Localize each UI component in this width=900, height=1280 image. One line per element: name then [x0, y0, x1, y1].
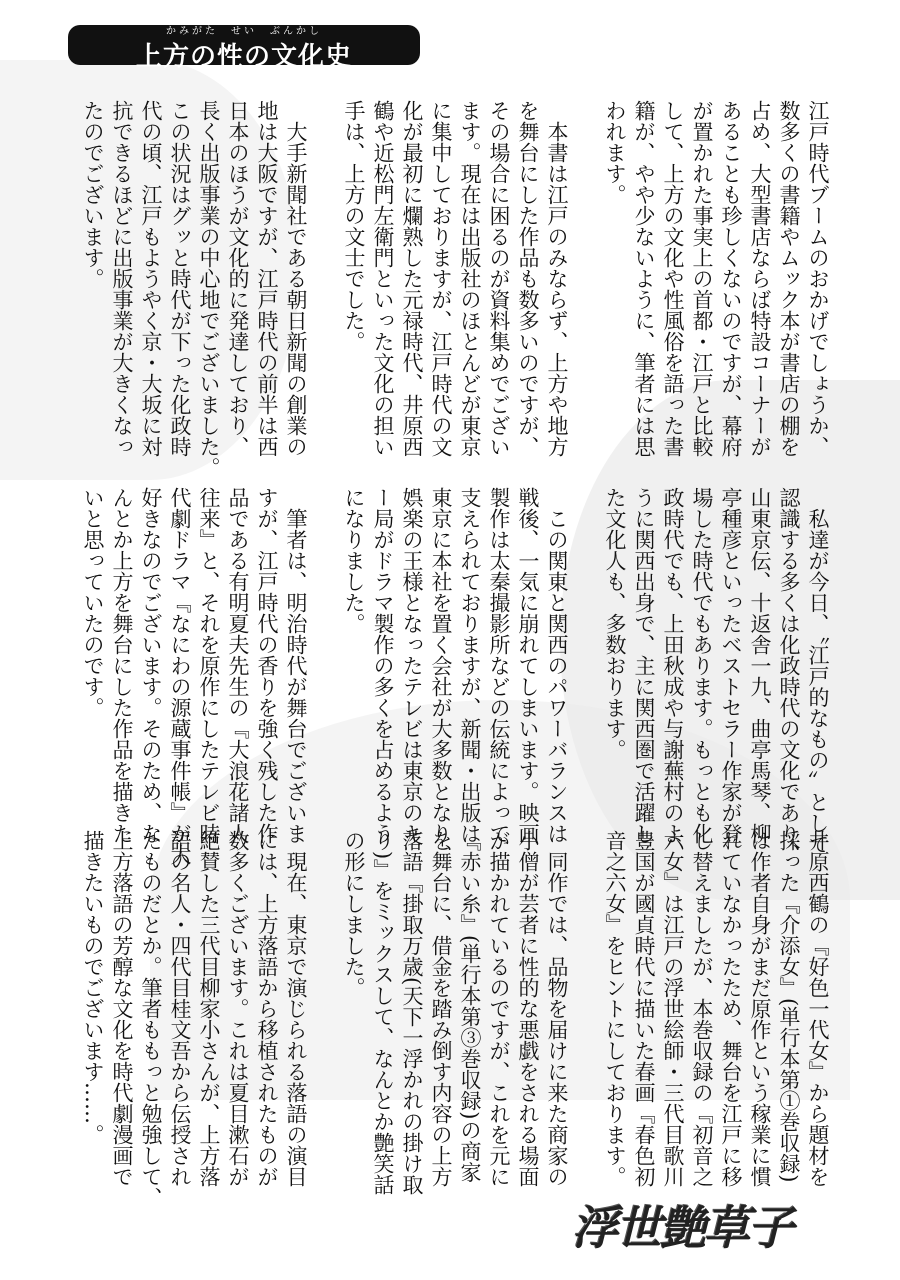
text-column: は作者自身がまだ原作という稼業に慣 — [748, 830, 772, 1187]
text-column: を舞台に、借金を踏み倒す内容の上方 — [429, 830, 453, 1187]
text-column: 支えられておりますが、新聞・出版は — [458, 487, 482, 844]
text-column: 代の頃、江戸もようやく京・大坂に対 — [139, 100, 163, 457]
text-column: 落語『掛取万歳(天下一浮かれの掛け取 — [400, 830, 424, 1196]
text-column: 品である有明夏夫先生の『大浪花諸人 — [226, 487, 250, 844]
title-ruby: かみがた せい ぶんかし — [166, 26, 322, 37]
text-column: 戦後、一気に崩れてしまいます。映画 — [516, 487, 540, 844]
text-column: 上方落語の芳醇な文化を時代劇漫画で — [110, 830, 134, 1187]
text-column: 認識する多くは化政時代の文化であり、 — [777, 487, 801, 865]
page-title: 上方の性の文化史 — [135, 42, 352, 72]
text-column: 音之六女』をヒントにしております。 — [603, 830, 627, 1187]
text-column: 井原西鶴の『好色一代女』から題材を — [806, 830, 830, 1187]
text-column: れていなかったため、舞台を江戸に移 — [719, 830, 743, 1187]
text-column: たものだとか。筆者ももっと勉強して、 — [139, 830, 163, 1208]
text-column: 本書は江戸のみならず、上方や地方 — [545, 100, 569, 457]
text-column: 山東京伝、十返舎一九、曲亭馬琴、柳 — [748, 487, 772, 844]
text-column: この関東と関西のパワーバランスは — [545, 487, 569, 844]
text-column: 筆者は、明治時代が舞台でございま — [284, 487, 308, 844]
text-column: ー局がドラマ製作の多くを占めるよう — [371, 487, 395, 844]
text-column — [310, 487, 339, 887]
text-column: うに関西出身で、主に関西圏で活躍し — [632, 487, 656, 844]
text-column: その場合に困るのが資料集めでござい — [487, 100, 511, 457]
text-column: 描きたいものでございます……。 — [81, 830, 105, 1145]
text-column: この状況はグッと時代が下った化政時 — [168, 100, 192, 457]
text-column: 好きなのでございます。そのため、な — [139, 487, 163, 844]
text-column — [310, 830, 339, 1230]
text-column: あることも珍しくないのですが、幕府 — [719, 100, 743, 457]
text-column: 小僧が芸者に性的な悪戯をされる場面 — [516, 830, 540, 1187]
text-column: 語の名人・四代目桂文吾から伝授され — [168, 830, 192, 1187]
text-column: 長く出版事業の中心地でございました。 — [197, 100, 221, 478]
text-column: の形にしました。 — [342, 830, 366, 998]
text-column: 東京に本社を置く会社が大多数となり、 — [429, 487, 453, 865]
text-column: 大手新聞社である朝日新聞の創業の — [284, 100, 308, 457]
text-column: 化が最初に爛熟した元禄時代、井原西 — [400, 100, 424, 457]
text-column: 往来』と、それを原作にしたテレビ時 — [197, 487, 221, 844]
text-column: 私達が今日、〝江戸的なもの〟として — [806, 487, 830, 855]
text-column — [571, 100, 600, 500]
essay-section-2 — [78, 487, 832, 887]
text-column: われます。 — [603, 100, 627, 205]
text-column: 籍が、やや少ないように、筆者には思 — [632, 100, 656, 457]
text-column: 抗できるほどに出版事業が大きくなっ — [110, 100, 134, 457]
text-column: 豊国が國貞時代に描いた春画『春色初 — [632, 830, 656, 1187]
text-column: になりました。 — [342, 487, 366, 634]
text-column: に集中しておりますが、江戸時代の文 — [429, 100, 453, 457]
text-column: し替えましたが、本巻収録の『初音之 — [690, 830, 714, 1187]
series-logo: 浮世艶草子 — [572, 1201, 792, 1255]
text-column — [571, 487, 600, 887]
text-column — [571, 830, 600, 1230]
text-column: 数多くございます。これは夏目漱石が — [226, 830, 250, 1187]
text-column: 娯楽の王様となったテレビは東京のキ — [400, 487, 424, 844]
text-column: 場した時代でもあります。もっとも化 — [690, 487, 714, 844]
text-column: 六女』は江戸の浮世絵師・三代目歌川 — [661, 830, 685, 1187]
text-column: には、上方落語から移植されたものが — [255, 830, 279, 1187]
text-column: た文化人も、多数おります。 — [603, 487, 627, 760]
text-column: り)』をミックスして、なんとか艶笑話 — [371, 830, 395, 1196]
text-column: 数多くの書籍やムック本が書店の棚を — [777, 100, 801, 457]
title-banner — [68, 25, 420, 72]
text-column: 政時代でも、上田秋成や与謝蕪村のよ — [661, 487, 685, 844]
text-column: して、上方の文化や性風俗を語った書 — [661, 100, 685, 457]
text-column: を舞台にした作品も数多いのですが、 — [516, 100, 540, 457]
text-column: 鶴や近松門左衛門といった文化の担い — [371, 100, 395, 457]
text-column: 亭種彦といったベストセラー作家が登 — [719, 487, 743, 844]
text-column: 採った『介添女』(単行本第①巻収録) — [777, 830, 801, 1183]
text-column: 現在、東京で演じられる落語の演目 — [284, 830, 308, 1187]
text-column: たのでございます。 — [81, 100, 105, 289]
text-column: 同作では、品物を届けに来た商家の — [545, 830, 569, 1187]
text-column: すが、江戸時代の香りを強く残した作 — [255, 487, 279, 844]
text-column: 絶賛した三代目柳家小さんが、上方落 — [197, 830, 221, 1187]
text-column: 日本のほうが文化的に発達しており、 — [226, 100, 250, 457]
text-column: が描かれているのですが、これを元に — [487, 830, 511, 1187]
text-column — [310, 100, 339, 500]
text-column: 地は大阪ですが、江戸時代の前半は西 — [255, 100, 279, 457]
text-column: ます。現在は出版社のほとんどが東京 — [458, 100, 482, 457]
essay-section-3 — [78, 830, 832, 1230]
text-column: 占め、大型書店ならば特設コーナーが — [748, 100, 772, 457]
text-column: 手は、上方の文士でした。 — [342, 100, 366, 352]
text-column: 製作は太秦撮影所などの伝統によって — [487, 487, 511, 844]
essay-section-1 — [78, 100, 832, 500]
text-column: 代劇ドラマ『なにわの源蔵事件帳』が大 — [168, 487, 192, 865]
text-column: 江戸時代ブームのおかげでしょうか、 — [806, 100, 830, 457]
text-column: んとか上方を舞台にした作品を描きた — [110, 487, 134, 844]
text-column: が置かれた事実上の首都・江戸と比較 — [690, 100, 714, 457]
text-column: いと思っていたのです。 — [81, 487, 105, 718]
text-column: 『赤い糸』(単行本第③巻収録)の商家 — [458, 830, 482, 1183]
